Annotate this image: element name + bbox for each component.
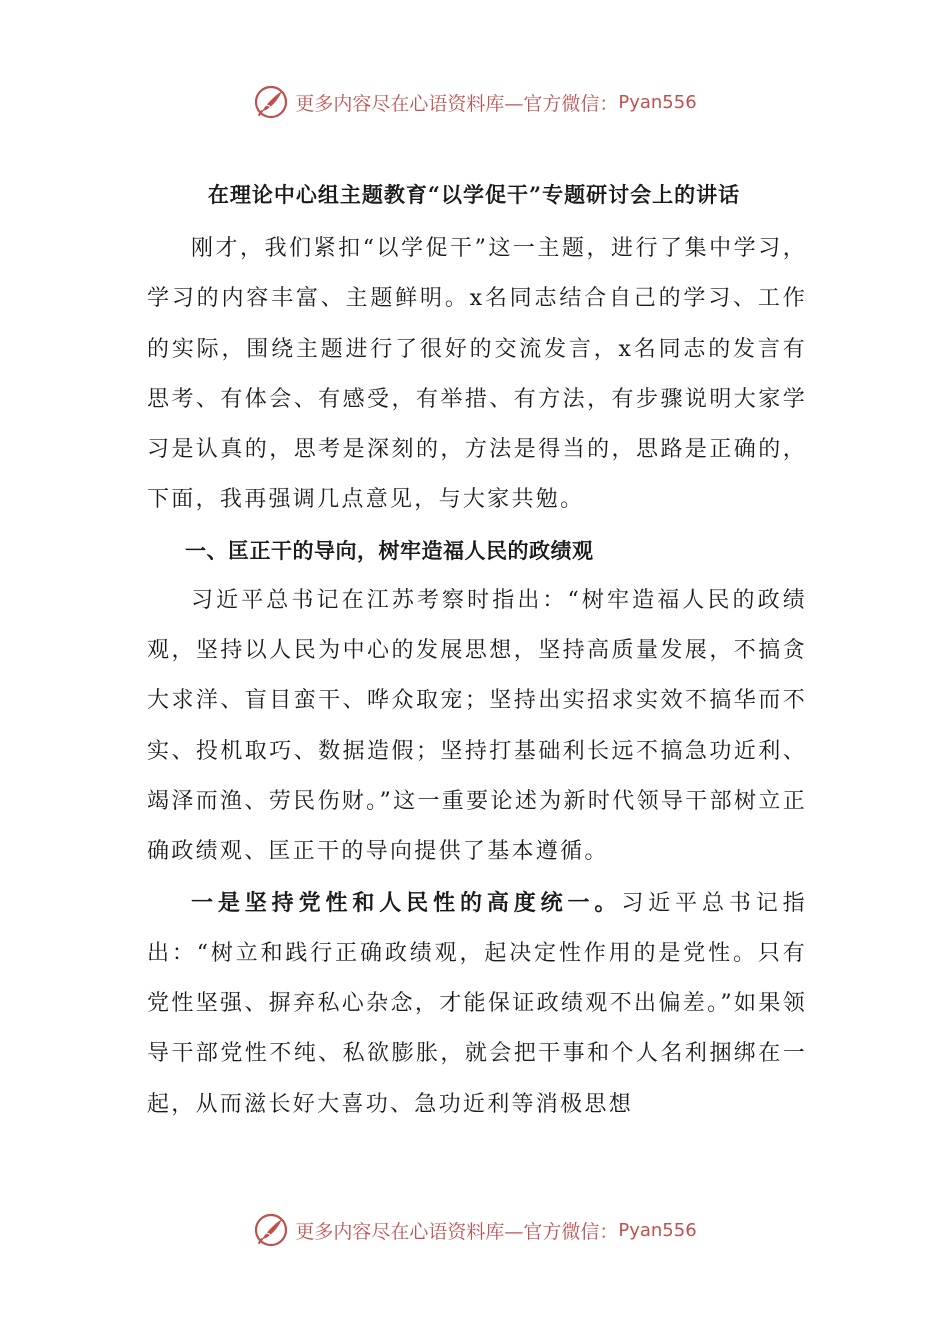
section-paragraph-1: 习近平总书记在江苏考察时指出：“树牢造福人民的政绩观，坚持以人民为中心的发展思想，坚持高质量发展，不搞贪大求洋、盲目蛮干、哗众取宠；坚持出实招求实效不搞华而不实、投机取巧、数据造假；坚持打基础利长远不搞急功近利、竭泽而渔、劳民伤财。”这一重要论述为新时代领导干部树立正确政绩观、匡正干的导向提供了基本遵循。 (147, 587, 807, 865)
point-paragraph-1 (147, 878, 807, 1130)
banner-text: 更多内容尽在心语资料库—官方微信： (295, 92, 619, 115)
point-lead-1: 一是坚持党性和人民性的高度统一。 (191, 889, 622, 916)
quill-pen-icon (253, 1212, 289, 1248)
intro-paragraph: 刚才，我们紧扣“以学促干”这一主题，进行了集中学习，学习的内容丰富、主题鲜明。x名同志结合自己的学习、工作的实际，围绕主题进行了很好的交流发言，x名同志的发言有思考、有体会、有感受，有举措、有方法，有步骤说明大家学习是认真的，思考是深刻的，方法是得当的，思路是正确的，下面，我再强调几点意见，与大家共勉。 (147, 236, 807, 513)
footer-banner (0, 1210, 950, 1250)
point-text-1: 习近平总书记指出：“树立和践行正确政绩观，起决定性作用的是党性。只有党性坚强、摒弃私心杂念，才能保证政绩观不出偏差。”如果领导干部党性不纯、私欲膨胀，就会把干事和个人名利捆绑在一起，从而滋长好大喜功、急功近利等消极思想 (147, 890, 807, 1117)
banner-wechat-id: Pyan556 (618, 91, 697, 113)
header-banner (0, 82, 950, 122)
banner-text: 更多内容尽在心语资料库—官方微信： (295, 1220, 619, 1243)
document-body (147, 178, 807, 1130)
document-title: 在理论中心组主题教育“以学促干”专题研讨会上的讲话 (207, 182, 741, 207)
banner-wechat-id: Pyan556 (618, 1219, 697, 1241)
quill-pen-icon (253, 84, 289, 120)
section-heading-1: 一、匡正干的导向，树牢造福人民的政绩观 (185, 537, 594, 563)
